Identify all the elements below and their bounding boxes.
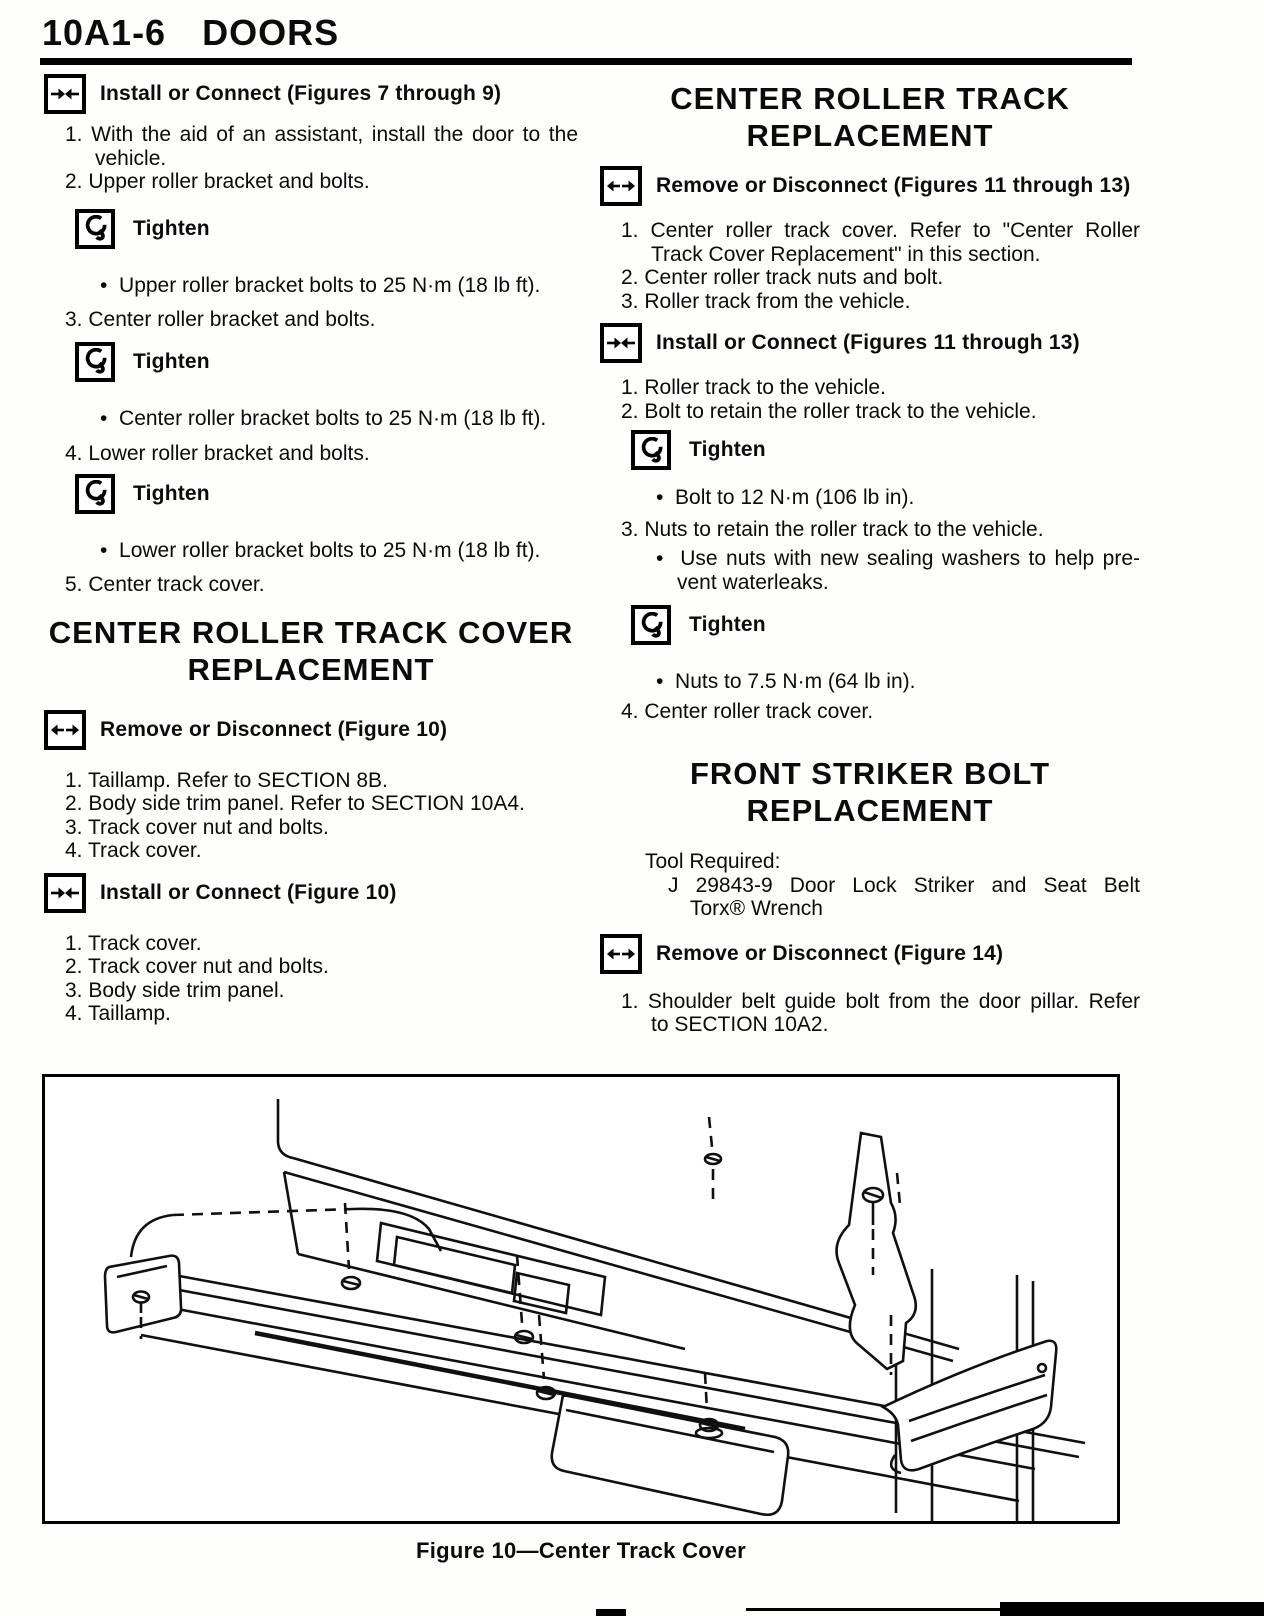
step-item: 1. With the aid of an assistant, install the door to the — [65, 123, 578, 146]
step-item: 2. Track cover nut and bolts. — [65, 955, 329, 978]
step-item: 3. Center roller bracket and bolts. — [65, 308, 376, 331]
tighten-label: Tighten — [689, 438, 766, 462]
note-bullet — [656, 547, 1140, 594]
tighten-label: Tighten — [133, 216, 210, 240]
step-item: 4. Taillamp. — [65, 1002, 171, 1025]
tool-name-continuation: Torx® Wrench — [690, 897, 823, 920]
step-item: 2. Upper roller bracket and bolts. — [65, 170, 370, 193]
step-list — [65, 932, 578, 1026]
install-connect-header — [44, 873, 578, 913]
install-connect-icon — [600, 323, 642, 363]
install-connect-icon — [44, 74, 86, 114]
header-divider-rule — [40, 58, 1132, 65]
procedure-label: Remove or Disconnect (Figure 10) — [100, 717, 448, 741]
install-connect-header — [44, 74, 578, 114]
step-item: 4. Track cover. — [65, 839, 202, 862]
right-column — [600, 72, 1140, 1037]
figure-10-box — [42, 1074, 1120, 1524]
section-title: CENTER ROLLER TRACK COVER REPLACEMENT — [48, 614, 574, 687]
bullet-item: • Center roller bracket bolts to 25 N·m (18 lb ft). — [100, 407, 578, 431]
procedure-label: Remove or Disconnect (Figure 14) — [656, 941, 1004, 965]
step-item: 3. Track cover nut and bolts. — [65, 815, 329, 839]
step-item: 5. Center track cover. — [65, 573, 265, 596]
tighten-header — [631, 430, 1140, 470]
tool-name: J 29843-9 Door Lock Striker and Seat Belt — [668, 873, 1140, 897]
install-connect-icon — [44, 873, 86, 913]
tighten-header — [75, 209, 578, 249]
tighten-wrench-icon — [75, 474, 115, 514]
remove-disconnect-icon — [600, 934, 642, 974]
tighten-wrench-icon — [75, 209, 115, 249]
scan-artifact-mark — [596, 1609, 626, 1616]
remove-disconnect-icon — [600, 166, 642, 206]
torque-spec — [656, 486, 1140, 510]
torque-spec — [100, 407, 578, 431]
torque-spec — [100, 539, 578, 563]
remove-disconnect-header — [600, 166, 1140, 206]
procedure-label: Install or Connect (Figures 11 through 13) — [656, 331, 1080, 355]
remove-disconnect-header — [600, 934, 1140, 974]
step-list — [65, 769, 578, 863]
step-item: 4. Center roller track cover. — [621, 699, 874, 723]
page-header — [42, 12, 339, 54]
bullet-item: • Nuts to 7.5 N·m (64 lb in). — [656, 670, 1140, 694]
tool-required-label: Tool Required: — [645, 850, 781, 873]
torque-spec — [656, 670, 1140, 694]
step-item: 3. Nuts to retain the roller track to the vehicle. — [621, 517, 1044, 541]
step-item: 1. Roller track to the vehicle. — [621, 376, 886, 399]
step-item: 1. Taillamp. Refer to SECTION 8B. — [65, 768, 388, 792]
step-item: 2. Body side trim panel. Refer to SECTION 10A4. — [65, 792, 525, 815]
step-list — [621, 990, 1140, 1037]
step-item: 2. Bolt to retain the roller track to the vehicle. — [621, 399, 1037, 423]
tighten-header — [631, 605, 1140, 645]
tighten-label: Tighten — [133, 349, 210, 373]
remove-disconnect-header — [44, 710, 578, 750]
procedure-label: Install or Connect (Figures 7 through 9) — [100, 82, 502, 106]
step-item: 3. Roller track from the vehicle. — [621, 289, 911, 313]
procedure-label: Install or Connect (Figure 10) — [100, 880, 397, 904]
step-item-continuation: Track Cover Replacement" in this section. — [651, 242, 1041, 266]
tighten-wrench-icon — [631, 605, 671, 645]
procedure-label: Remove or Disconnect (Figures 11 through 13) — [656, 174, 1131, 198]
tighten-label: Tighten — [133, 481, 210, 505]
step-list — [65, 123, 578, 194]
step-item: 1. Shoulder belt guide bolt from the door pillar. Refer — [621, 989, 1140, 1013]
page-title: DOORS — [202, 12, 340, 53]
center-track-cover-drawing — [45, 1077, 1117, 1521]
step-item: 1. Center roller track cover. Refer to "Center Roller — [621, 219, 1140, 242]
tighten-header — [75, 474, 578, 514]
step-item: 3. Body side trim panel. — [65, 978, 285, 1002]
torque-spec — [100, 274, 578, 298]
install-connect-header — [600, 323, 1140, 363]
bullet-item: • Lower roller bracket bolts to 25 N·m (18 lb ft). — [100, 539, 578, 563]
tighten-wrench-icon — [75, 342, 115, 382]
bullet-item: • Bolt to 12 N·m (106 lb in). — [656, 486, 1140, 510]
figure-caption: Figure 10—Center Track Cover — [416, 1538, 746, 1563]
step-item-continuation: to SECTION 10A2. — [651, 1013, 829, 1036]
bullet-item: • Upper roller bracket bolts to 25 N·m (18 lb ft). — [100, 274, 578, 298]
step-item: 2. Center roller track nuts and bolt. — [621, 266, 944, 289]
section-code: 10A1-6 — [42, 12, 167, 53]
step-item: 1. Track cover. — [65, 931, 202, 955]
section-title: CENTER ROLLER TRACK REPLACEMENT — [670, 81, 1070, 153]
tighten-header — [75, 342, 578, 382]
step-list — [621, 376, 1140, 423]
section-title: FRONT STRIKER BOLT REPLACEMENT — [689, 756, 1051, 828]
step-item: 4. Lower roller bracket and bolts. — [65, 442, 370, 465]
tighten-label: Tighten — [689, 613, 766, 637]
step-item-continuation: vehicle. — [95, 146, 167, 170]
scan-artifact-bar — [1000, 1602, 1264, 1616]
step-list — [621, 219, 1140, 313]
bullet-item-continuation: vent waterleaks. — [677, 570, 829, 594]
tighten-wrench-icon — [631, 430, 671, 470]
remove-disconnect-icon — [44, 710, 86, 750]
bullet-item: • Use nuts with new sealing washers to help pre- — [656, 547, 1140, 571]
left-column — [44, 72, 578, 1026]
